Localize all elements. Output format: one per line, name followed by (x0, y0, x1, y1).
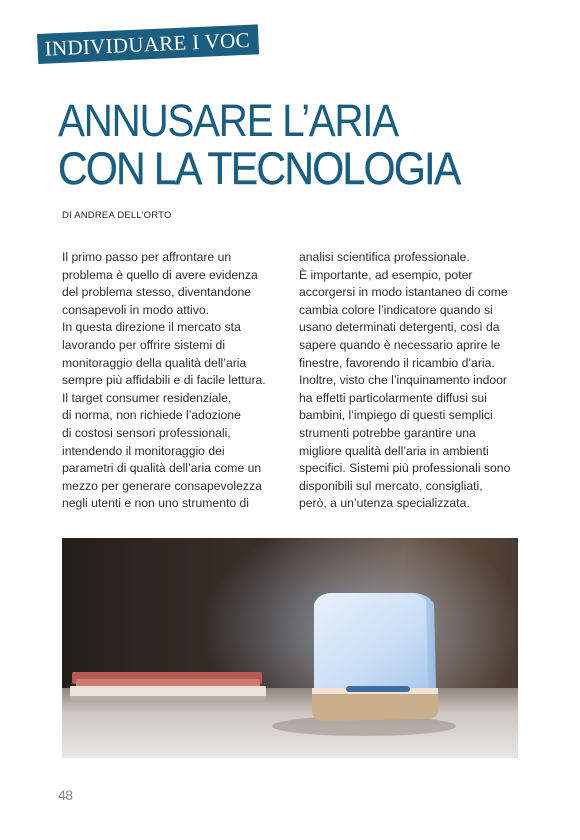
headline-line-1: ANNUSARE L’ARIA (58, 95, 398, 146)
body-text-left: Il primo passo per affrontare un problema è quello di avere evidenza del problema stesso, diventandone consapevoli in modo attivo. In questa direzione il mercato sta lavorando per offrire sistemi di monitoraggio della qualità dell’aria sempre più affidabili e di facile lettura. Il target consumer residenziale, di norma, non richiede l’adozione di costosi sensori professionali, intendendo il monitoraggio dei parametri di qualità dell’aria come un mezzo per generare consapevolezza negli utenti e non uno strumento di (62, 250, 266, 511)
body-text-right: analisi scientifica professionale. È importante, ad esempio, poter accorgersi in modo istantaneo di come cambia colore l’indicatore quando si usano determinati detergenti, così da sapere quando è necessario aprire le finestre, favorendo il ricambio d’aria. Inoltre, visto che l’inquinamento indoor ha effetti particolarmente diffusi sui bambini, l’impiego di questi semplici strumenti potrebbe garantire una migliore qualità dell’aria in ambienti specifici. Sistemi più professionali sono disponibili sul mercato, consigliati, però, a un’utenza specializzata. (299, 250, 511, 511)
article-photo (62, 538, 518, 758)
page-number: 48 (58, 787, 73, 803)
section-tag: INDIVIDUARE I VOC (37, 24, 259, 64)
air-quality-monitor-photo (62, 538, 518, 758)
byline: DI ANDREA DELL’ORTO (62, 210, 172, 221)
body-column-left (62, 249, 294, 513)
headline-line-2: CON LA TECNOLOGIA (58, 143, 460, 194)
body-column-right (299, 249, 531, 513)
